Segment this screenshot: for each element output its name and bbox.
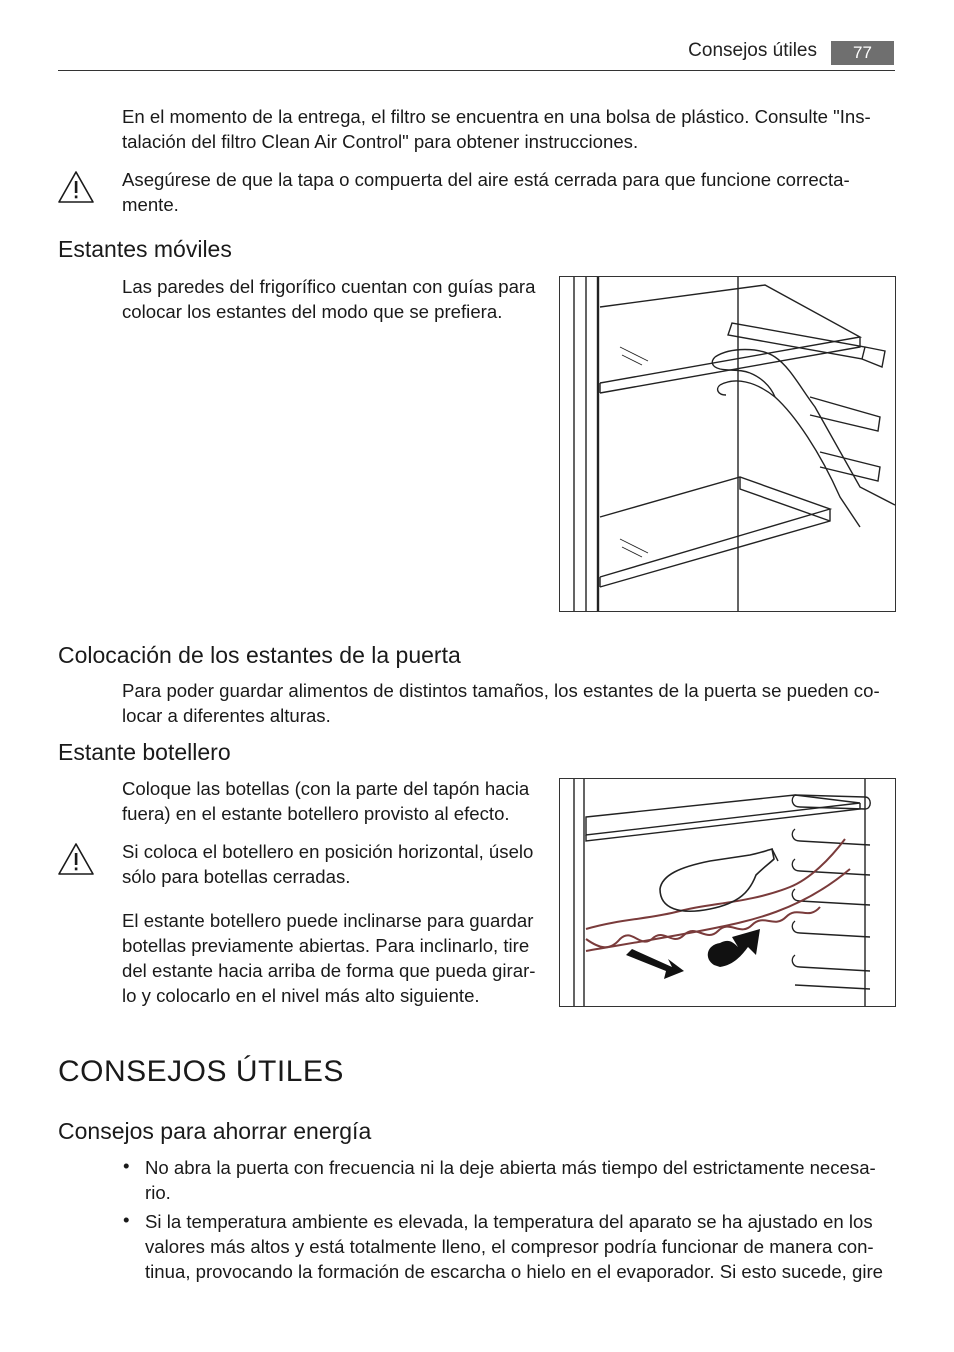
warning-line: sólo para botellas cerradas.: [122, 866, 351, 887]
door-shelves-heading: Colocación de los estantes de la puerta: [58, 642, 461, 668]
filter-note-line: talación del filtro Clean Air Control" para obtener instrucciones.: [122, 131, 639, 152]
bullet-icon: •: [123, 1155, 130, 1176]
paragraph-line: botellas previamente abiertas. Para inclinarlo, tire: [122, 935, 530, 956]
paragraph-line: Coloque las botellas (con la parte del tapón hacia: [122, 778, 530, 799]
movable-shelves-illustration: [559, 276, 896, 612]
paragraph-line: lo y colocarlo en el nivel más alto siguiente.: [122, 985, 480, 1006]
paragraph-line: del estante hacia arriba de forma que pueda girar-: [122, 960, 536, 981]
paragraph-line: colocar los estantes del modo que se prefiera.: [122, 301, 503, 322]
page-number: 77: [831, 41, 894, 65]
list-item-line: tinua, provocando la formación de escarcha o hielo en el evaporador. Si esto sucede, gire: [145, 1261, 884, 1282]
warning-triangle-icon: [57, 170, 95, 204]
paragraph-line: El estante botellero puede inclinarse para guardar: [122, 910, 534, 931]
paragraph-line: fuera) en el estante botellero provisto al efecto.: [122, 803, 510, 824]
bottle-rack-heading: Estante botellero: [58, 739, 231, 765]
warning-triangle-icon: [57, 842, 95, 876]
running-header-title: Consejos útiles: [688, 40, 817, 61]
bullet-icon: •: [123, 1209, 130, 1230]
list-item: [145, 1155, 876, 1205]
bottle-rack-warning: [122, 839, 533, 889]
paragraph-line: Para poder guardar alimentos de distintos tamaños, los estantes de la puerta se pueden co-: [122, 680, 880, 701]
movable-shelves-text: [122, 274, 535, 324]
warning-line: Si coloca el botellero en posición horizontal, úselo: [122, 841, 534, 862]
list-item-line: Si la temperatura ambiente es elevada, la temperatura del aparato se ha ajustado en los: [145, 1211, 873, 1232]
filter-note-line: En el momento de la entrega, el filtro se encuentra en una bolsa de plástico. Consulte "Ins-: [122, 106, 871, 127]
warning-line: mente.: [122, 194, 179, 215]
bottle-rack-text-1: [122, 776, 529, 826]
door-shelves-text: [122, 678, 880, 728]
filter-note: [122, 104, 871, 154]
paragraph-line: locar a diferentes alturas.: [122, 705, 331, 726]
movable-shelves-heading: Estantes móviles: [58, 236, 232, 262]
paragraph-line: Las paredes del frigorífico cuentan con guías para: [122, 276, 536, 297]
list-item: [145, 1209, 883, 1284]
warning-line: Asegúrese de que la tapa o compuerta del aire está cerrada para que funcione correcta-: [122, 169, 850, 190]
header-rule: [58, 70, 895, 71]
bottle-rack-text-2: [122, 908, 535, 1008]
list-item-line: valores más altos y está totalmente lleno, el compresor podría funcionar de manera con-: [145, 1236, 874, 1257]
energy-saving-heading: Consejos para ahorrar energía: [58, 1118, 372, 1144]
useful-tips-heading: CONSEJOS ÚTILES: [58, 1055, 344, 1088]
bottle-rack-illustration: [559, 778, 896, 1007]
list-item-line: rio.: [145, 1182, 171, 1203]
air-flap-warning: [122, 167, 850, 217]
list-item-line: No abra la puerta con frecuencia ni la deje abierta más tiempo del estrictamente necesa-: [145, 1157, 876, 1178]
